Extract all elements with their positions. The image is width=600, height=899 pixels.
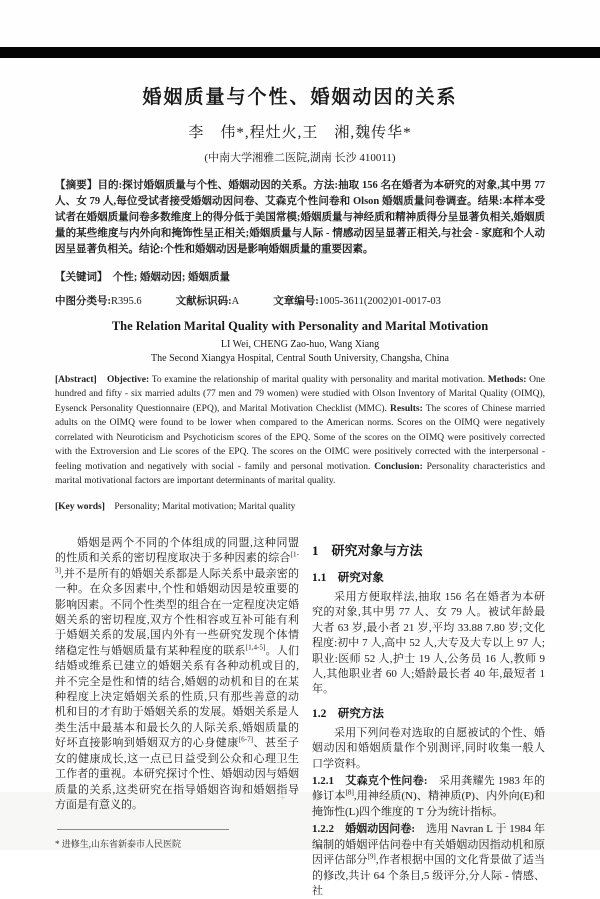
author-line: 李 伟*,程灶火,王 湘,魏传华* (188, 125, 412, 141)
english-affiliation: The Second Xiangya Hospital, Central South University, Changsha, China (151, 352, 449, 364)
introduction-paragraph: 婚姻是两个不同的个体组成的同盟,这种同盟的性质和关系的密切程度取决于多种因素的综合[1-3],并不是所有的婚姻关系都是人际关系中最亲密的一种。在众多因素中,个性和婚姻动因是较重要的影响因素。不同个性类型的组合在一定程度决定婚姻关系的密切程度,双方个性相容或互补可能有利于婚姻关系的发展,国内外有一些研究发现个体情绪稳定性与婚姻质量有某种程度的联系[1,4-5]。人们结婚或维系已建立的婚姻关系有各种动机或目的,并不完全是性和情的结合,婚姻的动机和目的在某种程度上决定婚姻关系的性质,只有那些善意的动机和目的才有助于婚姻关系的发展。婚姻关系是人类生活中最基本和最长久的人际关系,婚姻质量的好坏直接影响到婚姻双方的心身健康[6-7]、甚至子女的健康成长,这一点已日益受到公众和心理卫生工作者的重视。本研究探讨个性、婚姻动因与婚姻质量的关系,这类研究在指导婚姻咨询和婚姻指导方面是有意义的。 (55, 537, 300, 811)
author-footnote: * 进修生,山东省新泰市人民医院 (55, 839, 182, 850)
scan-edge-bar (0, 47, 600, 58)
section-1-1-paragraph: 采用方便取样法,抽取 156 名在婚者为本研究的对象,其中男 77 人、女 79 人。被试年龄最大者 63 岁,最小者 21 岁,平均 33.88 7.80 岁;文化程度:初中 7 人,高中 52 人,大专及大专以上 97 人;职业:医师 52 人,护士 19 人,公务员 16 人,教师 9 人,其他职业者 60 人;婚龄最长者 40 年,最短者 1 年。 (312, 591, 545, 696)
english-title: The Relation Marital Quality with Personality and Marital Motivation (111, 318, 489, 333)
scan-artifact-mark: + (280, 793, 286, 804)
footnote-divider (57, 829, 229, 830)
article-meta-row (55, 293, 545, 308)
section-1-2-1-paragraph: 1.2.1 艾森克个性问卷: 采用龚耀先 1983 年的修订本[8],用神经质(N)、精神质(P)、内外向(E)和掩饰性(L)四个维度的 T 分为统计指标。 (312, 775, 545, 818)
article-title: 婚姻质量与个性、婚姻动因的关系 (142, 87, 458, 108)
section-1-2-paragraph: 采用下列问卷对选取的自愿被试的个性、婚姻动因和婚姻质量作个别测评,同时收集一般人口学资料。 (312, 726, 545, 770)
section-1-2-2-paragraph: 1.2.2 婚姻动因问卷: 选用 Navran L 于 1984 年编制的婚姻评估问卷中有关婚姻动因指动机和原因评估部分[9],作者根据中国的文化背景做了适当的修改,共计 64 个条目,5 级评分,分人际 - 情感、社 (312, 823, 546, 897)
affiliation-line: (中南大学湘雅二医院,湖南 长沙 410011) (204, 152, 396, 164)
clc-number: 中图分类号:R395.6 (55, 295, 142, 307)
abstract-english: [Abstract] Objective: To examine the relationship of marital quality with personality and marital motivation. Methods: One hundred and fifty - six married adults (77 men and 79 women) were studied with Olson Inventory of Marital Quality (OIMQ), Eysenck Personality Questionnaire (EPQ), and Marital Motivation Checklist (MMC). Results: The scores of Chinese married adults on the OIMQ were found to be lower when compared to the American norms. Scores on the OIMQ were negatively correlated with Neuroticism and Psychoticism scores of the EPQ. Some of the scores on the OIMQ were positively corrected with the Extroversion and Lie scores of the EPQ. The scores on the OIMC were positively corrected with the interpersonal - feeling motivation and negatively with social - family and personal motivation. Conclusion: Personality characteristics and marital motivational factors are important determinants of marital quality. (55, 374, 545, 486)
right-column (312, 536, 545, 899)
english-authors: LI Wei, CHENG Zao-huo, Wang Xiang (220, 338, 380, 350)
keywords-chinese: 【关键词】 个性; 婚姻动因; 婚姻质量 (55, 271, 230, 283)
article-id: 文章编号:1005-3611(2002)01-0017-03 (273, 295, 441, 307)
two-column-body (55, 536, 545, 899)
section-1-2-heading: 1.2 研究方法 (312, 707, 384, 720)
section-1-1-heading: 1.1 研究对象 (312, 572, 384, 584)
abstract-chinese: 【摘要】目的:探讨婚姻质量与个性、婚姻动因的关系。方法:抽取 156 名在婚者为本研究的对象,其中男 77 人、女 79 人,每位受试者接受婚姻动因问卷、艾森克个性问卷和 Olson 婚姻质量问卷调查。结果:本样本受试者在婚姻质量问卷多数维度上的得分低于美国常模;婚姻质量与神经质和精神质得分呈显著负相关,婚姻质量的某些维度与内外向和掩饰性呈正相关;婚姻质量与人际 - 情感动因呈显著正相关,与社会 - 家庭和个人动因呈显著负相关。结论:个性和婚姻动因是影响婚姻质量的重要因素。 (55, 180, 545, 255)
document-code: 文献标识码:A (175, 295, 240, 307)
section-1-heading: 1 研究对象与方法 (312, 543, 423, 558)
article-content (55, 72, 545, 899)
keywords-english: [Key words] Personality; Marital motivation; Marital quality (55, 502, 296, 512)
left-column (55, 536, 299, 899)
